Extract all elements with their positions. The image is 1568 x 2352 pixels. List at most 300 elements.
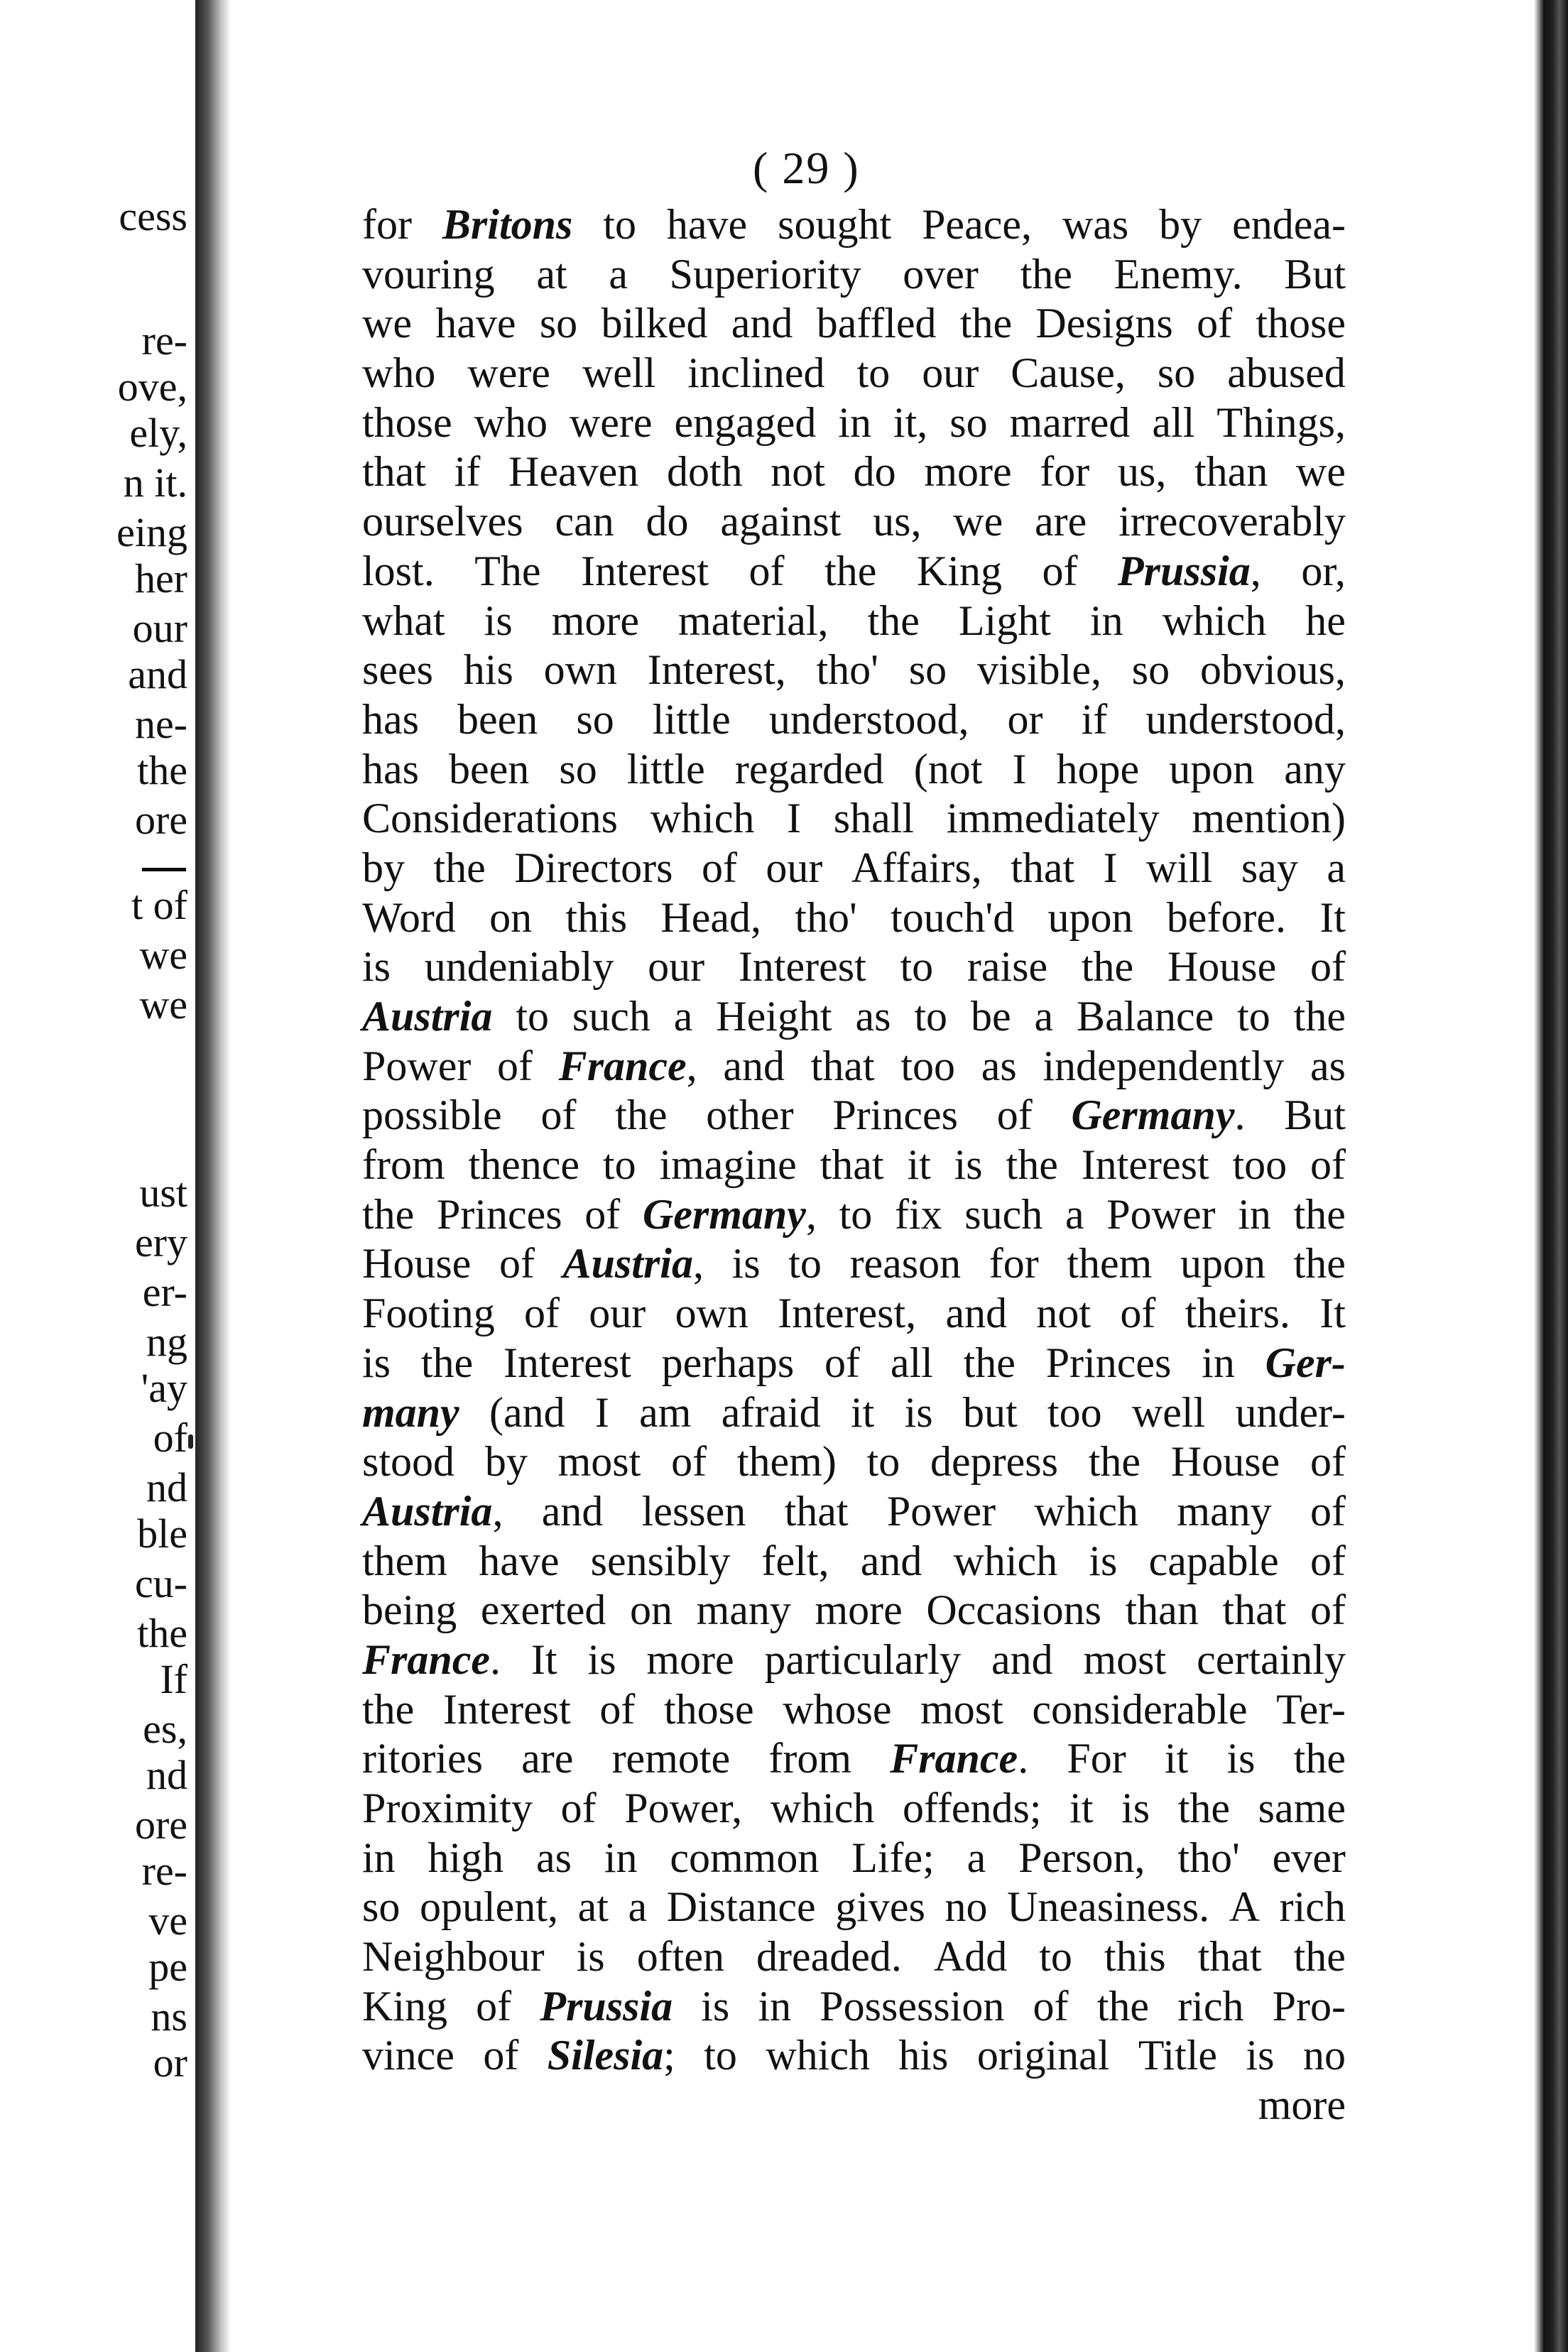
text-line <box>362 1586 1346 1635</box>
word: of <box>476 1982 512 2030</box>
text-line <box>362 893 1346 943</box>
word: which <box>770 1785 875 1831</box>
word: do <box>646 498 689 545</box>
word: is <box>1246 2032 1275 2079</box>
word: too <box>1232 1141 1287 1189</box>
text-line <box>362 1339 1346 1388</box>
word: a <box>673 993 693 1040</box>
word: which <box>650 795 755 842</box>
word: Neighbour <box>362 1933 545 1981</box>
word: of <box>701 844 737 891</box>
text-line <box>362 1734 1346 1784</box>
word: It <box>530 1635 557 1683</box>
left-page-fragment: ve <box>148 1898 187 1944</box>
word: obvious, <box>1199 646 1346 694</box>
word: Person, <box>1018 1834 1145 1881</box>
word: been <box>457 695 538 743</box>
left-page-fragment: the <box>137 747 187 793</box>
word: on <box>489 893 533 941</box>
word: depress <box>930 1438 1058 1486</box>
word: vouring <box>362 250 495 298</box>
word: and <box>723 1042 785 1089</box>
word: of <box>497 1042 533 1089</box>
word: to <box>603 201 636 248</box>
word: us, <box>873 498 922 545</box>
left-page-fragment: eing <box>116 509 187 555</box>
text-line <box>362 1487 1346 1537</box>
word: vince <box>362 2032 454 2079</box>
word: as <box>536 1834 572 1881</box>
left-page-fragment: ne- <box>134 701 187 747</box>
word: dreaded. <box>756 1933 902 1981</box>
italic-term: Silesia <box>547 2032 664 2079</box>
word: reason <box>849 1240 962 1287</box>
word: too <box>900 1042 956 1089</box>
word: the <box>362 1190 415 1238</box>
word: Power <box>1106 1190 1216 1238</box>
word: stood <box>362 1438 455 1486</box>
word: But <box>1284 250 1346 298</box>
left-page-fragment: 'ay <box>141 1365 187 1411</box>
word: what <box>362 597 445 644</box>
word: of <box>824 1339 861 1386</box>
italic-word: Silesia; <box>548 2031 675 2081</box>
word: Designs <box>1035 300 1173 347</box>
word: by <box>362 844 405 891</box>
word: afraid <box>721 1388 821 1436</box>
word: that <box>784 1487 849 1535</box>
left-page-fragment: cess <box>119 193 187 239</box>
text-line <box>362 1042 1346 1091</box>
word: do <box>853 448 896 496</box>
left-page-fragment: we <box>139 932 187 978</box>
text-line <box>362 1289 1346 1339</box>
word: But <box>1284 1091 1346 1139</box>
italic-term: Germany <box>1071 1091 1235 1139</box>
word: but <box>962 1388 1018 1436</box>
word: that <box>810 1042 875 1089</box>
word: House <box>362 1240 472 1287</box>
word: often <box>636 1933 724 1981</box>
word: understood, <box>768 695 969 743</box>
word: considerable <box>1032 1685 1248 1733</box>
word: A <box>1229 1883 1261 1931</box>
word: of <box>1120 1290 1156 1337</box>
word: It <box>1319 893 1346 941</box>
word: will <box>1146 844 1213 891</box>
word: that <box>1197 1933 1262 1981</box>
word: of <box>748 547 785 594</box>
word: them <box>1067 1240 1153 1287</box>
word: Possession <box>820 1982 1005 2030</box>
text-line <box>362 597 1346 646</box>
word: we <box>362 300 412 347</box>
text-line <box>362 1982 1346 2032</box>
word: tho' <box>816 646 878 694</box>
word: it <box>907 1141 931 1189</box>
word: understood, <box>1145 695 1346 743</box>
word: the <box>1006 1141 1058 1189</box>
word: a <box>1065 1190 1084 1238</box>
left-page-fragment: nd <box>146 1464 187 1510</box>
word: so <box>1131 646 1170 694</box>
word: is <box>1226 1735 1256 1782</box>
left-page-fragment: es, <box>143 1706 187 1752</box>
word: of <box>1310 943 1346 991</box>
word: or, <box>1301 547 1346 594</box>
word: any <box>1284 745 1346 793</box>
word: ourselves <box>362 498 523 545</box>
word: no <box>1302 2032 1346 2079</box>
word: us, <box>1117 448 1167 496</box>
word: to <box>1039 1933 1072 1981</box>
word: as <box>1310 1042 1346 1089</box>
word: more <box>815 1586 903 1634</box>
left-page-fragment: cu- <box>134 1560 187 1606</box>
left-page-fragment: ery <box>134 1219 187 1265</box>
left-page-rule <box>142 868 186 871</box>
word: bilked <box>601 300 708 347</box>
word: and <box>945 1290 1008 1337</box>
word: upon <box>1169 745 1255 793</box>
word: it <box>1164 1735 1189 1782</box>
word: can <box>555 498 614 545</box>
word: which <box>766 2032 870 2079</box>
italic-term: Germany <box>642 1190 806 1238</box>
italic-term: many <box>362 1388 459 1436</box>
word: this <box>1104 1933 1166 1981</box>
word: of <box>996 1091 1033 1139</box>
word: upon <box>1047 893 1133 941</box>
word: under- <box>1235 1388 1346 1436</box>
word: The <box>474 547 541 594</box>
catchword <box>362 2081 1346 2130</box>
word: particularly <box>764 1635 962 1683</box>
word: fix <box>894 1190 942 1238</box>
word: independently <box>1042 1042 1285 1089</box>
text-line <box>362 1437 1346 1487</box>
left-page-fragment: nd <box>146 1752 187 1798</box>
word: which <box>1162 597 1267 644</box>
word: them) <box>736 1438 837 1486</box>
word: of <box>524 1290 560 1337</box>
left-page-fragment: ore <box>134 1802 187 1848</box>
word: by <box>484 1438 528 1486</box>
left-page-fragment: of <box>153 1415 187 1461</box>
left-page-fragment: ust <box>139 1170 187 1216</box>
word: high <box>428 1834 504 1881</box>
word: his <box>463 646 513 694</box>
word: and <box>991 1635 1053 1683</box>
word: is <box>731 1240 761 1287</box>
word: we <box>953 498 1003 545</box>
word: that <box>1222 1586 1287 1634</box>
text-line <box>362 349 1346 398</box>
text-line <box>362 1784 1346 1834</box>
word: to <box>1237 993 1270 1040</box>
text-line <box>362 1883 1346 1932</box>
left-page-fragment: ns <box>151 1993 187 2040</box>
italic-term: Prussia <box>540 1982 673 2030</box>
word: whose <box>783 1685 892 1733</box>
word: so <box>1157 349 1196 397</box>
word: rich <box>1279 1883 1346 1931</box>
word: the <box>615 1091 668 1139</box>
word: marred <box>1009 398 1131 446</box>
catchword-text: more <box>1258 2081 1346 2129</box>
word: I <box>1012 745 1027 793</box>
word: Distance <box>666 1883 816 1931</box>
text-line <box>362 447 1346 497</box>
text-line <box>362 695 1346 745</box>
word: baffled <box>816 300 937 347</box>
word: Light <box>958 597 1051 644</box>
italic-word: Germany. <box>1071 1091 1245 1140</box>
word: over <box>903 250 979 298</box>
word: which <box>953 1537 1058 1584</box>
word: a <box>1327 844 1346 891</box>
italic-word <box>1265 1339 1346 1388</box>
word: in <box>604 1834 638 1881</box>
left-page-fragment: t of <box>131 882 187 928</box>
text-line <box>362 1635 1346 1685</box>
word: many <box>696 1586 791 1634</box>
word: so <box>908 646 947 694</box>
text-line <box>362 2031 1346 2081</box>
word: or <box>1007 695 1043 743</box>
word: the <box>824 547 877 594</box>
word: we <box>1296 448 1346 496</box>
text-line <box>362 299 1346 349</box>
left-page-fragment: the <box>137 1610 187 1656</box>
word: too <box>1047 1388 1102 1436</box>
word: tho' <box>795 893 857 941</box>
word: have <box>435 300 516 347</box>
word: he <box>1305 597 1346 644</box>
word: For <box>1067 1735 1126 1782</box>
word: Interest <box>581 547 709 594</box>
text-line <box>362 1537 1346 1586</box>
word: engaged <box>674 398 817 446</box>
text-line <box>362 1932 1346 1982</box>
word: the <box>1020 250 1072 298</box>
word: is <box>1089 1537 1118 1584</box>
word: mention) <box>1192 795 1346 842</box>
word: of <box>1310 1537 1346 1584</box>
text-line <box>362 200 1346 250</box>
word: Word <box>362 893 456 941</box>
italic-term: Austria <box>362 993 493 1040</box>
word: of <box>483 2032 519 2079</box>
word: other <box>706 1091 794 1139</box>
word: Interest <box>1081 1141 1209 1189</box>
word: House <box>1167 943 1277 991</box>
italic-term: Austria <box>362 1487 493 1535</box>
word: Considerations <box>362 795 618 842</box>
italic-word: Austria, <box>362 1487 503 1537</box>
word: to <box>788 1240 822 1287</box>
word: our <box>589 1290 646 1337</box>
word: offends; <box>903 1785 1042 1831</box>
word: undeniably <box>424 943 614 991</box>
word: House <box>1170 1438 1280 1486</box>
word: Cause, <box>1011 349 1126 397</box>
word: Interest, <box>778 1290 917 1337</box>
italic-term: Austria <box>562 1240 693 1287</box>
word: in <box>362 1834 396 1881</box>
word: sought <box>778 201 892 248</box>
word: Uneasiness. <box>1007 1883 1210 1931</box>
word: more <box>551 597 639 644</box>
word: ritories <box>362 1735 483 1782</box>
word: inclined <box>687 349 825 397</box>
word: at <box>577 1883 609 1931</box>
word: lessen <box>641 1487 746 1535</box>
text-line <box>362 1685 1346 1735</box>
word: tho' <box>1177 1834 1240 1881</box>
left-page-fragment: If <box>160 1656 187 1702</box>
italic-term: Ger- <box>1265 1339 1346 1386</box>
word: not <box>771 448 825 496</box>
word: is <box>587 1635 616 1683</box>
word: raise <box>967 943 1048 991</box>
word: rich <box>1177 1982 1244 2030</box>
word: Occasions <box>926 1586 1101 1634</box>
word: Proximity <box>362 1785 533 1831</box>
word: imagine <box>659 1141 797 1189</box>
ink-speck <box>188 1434 193 1449</box>
word: Princes <box>436 1190 562 1238</box>
left-page-fragment: pe <box>148 1944 187 1990</box>
word: to <box>602 1141 636 1189</box>
word: Interest, <box>647 646 786 694</box>
word: are <box>521 1735 574 1782</box>
word: were <box>467 349 550 397</box>
gutter-shadow <box>195 0 231 2352</box>
word: against <box>720 498 842 545</box>
word: is <box>362 1339 391 1386</box>
word: which <box>1034 1487 1139 1535</box>
word: exerted <box>480 1586 606 1634</box>
italic-word: Germany, <box>643 1190 817 1240</box>
word: at <box>536 250 567 298</box>
word: in <box>1238 1190 1271 1238</box>
left-page-fragment: ely, <box>129 410 187 456</box>
word: if <box>454 448 481 496</box>
word: Ter- <box>1276 1685 1346 1733</box>
left-page-fragment: ble <box>137 1510 187 1557</box>
word: common <box>670 1834 820 1881</box>
word: all <box>1152 398 1195 446</box>
word: Affairs, <box>851 844 982 891</box>
text-line <box>362 250 1346 300</box>
word: Directors <box>514 844 673 891</box>
word: certainly <box>1197 1635 1346 1683</box>
text-line <box>362 1239 1346 1289</box>
left-page-fragment: re- <box>141 1848 187 1894</box>
word: not <box>1036 1290 1091 1337</box>
word: is <box>954 1141 983 1189</box>
word: Balance <box>1077 993 1214 1040</box>
word: it, <box>893 398 928 446</box>
word: King <box>362 1982 447 2030</box>
text-line <box>362 1388 1346 1438</box>
left-page-fragment: er- <box>142 1269 187 1315</box>
word: that <box>362 448 426 496</box>
body-text <box>362 200 1346 2130</box>
word: such <box>572 993 650 1040</box>
word: Interest <box>503 1339 631 1386</box>
word: the <box>433 844 486 891</box>
word: it <box>1069 1785 1094 1831</box>
word: of <box>1310 1487 1346 1535</box>
word: from <box>768 1735 851 1782</box>
word: our <box>922 349 979 397</box>
italic-word <box>442 200 572 250</box>
word: was <box>1062 201 1129 248</box>
word: Enemy. <box>1114 250 1243 298</box>
text-line <box>362 992 1346 1042</box>
word: the <box>1096 1982 1150 2030</box>
word: than <box>1194 448 1268 496</box>
word: own <box>543 646 617 694</box>
word: have <box>479 1537 560 1584</box>
word: has <box>362 745 419 793</box>
word: same <box>1258 1785 1346 1831</box>
word: to <box>900 943 934 991</box>
word: and <box>860 1537 922 1584</box>
word: Power <box>362 1042 472 1089</box>
word: original <box>976 2032 1110 2079</box>
italic-word <box>362 1388 459 1438</box>
left-page-fragment-column <box>0 0 192 2352</box>
word: (and <box>489 1388 565 1436</box>
word: of <box>499 1240 535 1287</box>
left-page-fragment: our <box>132 605 187 651</box>
word: those <box>1256 300 1346 347</box>
word: of <box>671 1438 707 1486</box>
word: be <box>970 993 1011 1040</box>
word: the <box>1088 1438 1141 1486</box>
word: to <box>704 2032 737 2079</box>
word: has <box>362 695 419 743</box>
word: who <box>362 349 436 397</box>
word: no <box>944 1883 988 1931</box>
word: the <box>1293 1240 1346 1287</box>
word: if <box>1081 695 1108 743</box>
word: is <box>1121 1785 1150 1831</box>
word: material, <box>678 597 829 644</box>
word: for <box>989 1240 1039 1287</box>
word: perhaps <box>661 1339 795 1386</box>
word: of <box>1042 547 1078 594</box>
word: Power <box>886 1487 996 1535</box>
word: in <box>758 1982 792 2030</box>
word: lost. <box>362 547 435 594</box>
word: of <box>1310 1438 1346 1486</box>
word: Title <box>1138 2032 1218 2079</box>
word: of <box>560 1785 597 1831</box>
text-line <box>362 1190 1346 1240</box>
word: the <box>1293 993 1346 1040</box>
word: Princes <box>1045 1339 1172 1386</box>
word: for <box>1040 448 1090 496</box>
word: this <box>565 893 628 941</box>
word: have <box>666 201 748 248</box>
word: a <box>967 1834 986 1881</box>
word: am <box>639 1388 692 1436</box>
word: a <box>609 250 628 298</box>
